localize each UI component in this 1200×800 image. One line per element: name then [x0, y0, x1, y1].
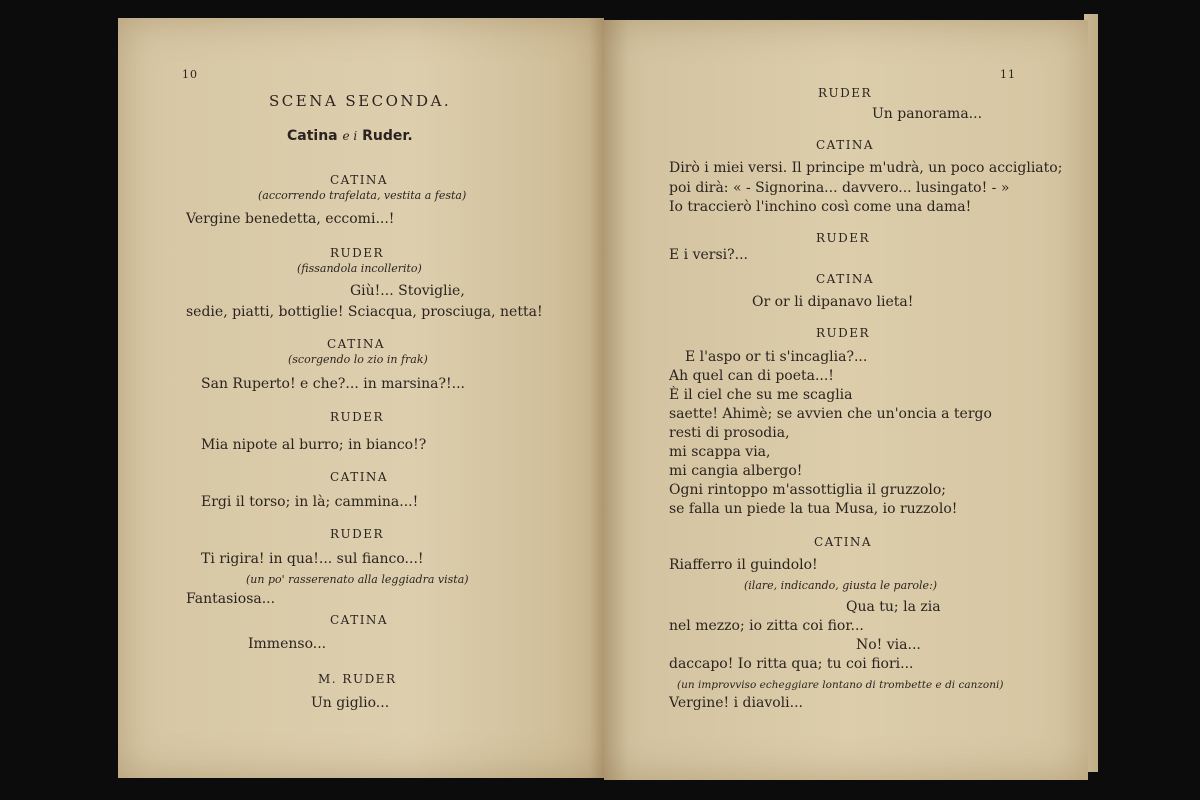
speaker-label: CATINA: [330, 173, 389, 187]
verse-line: Dirò i miei versi. Il principe m'udrà, un poco accigliato;: [669, 160, 1063, 176]
stage-direction: (fissandola incollerito): [297, 262, 422, 275]
verse-line: Riafferro il guindolo!: [669, 557, 818, 573]
verse-line: resti di prosodia,: [669, 425, 790, 441]
verse-line: Ah quel can di poeta...!: [669, 368, 834, 384]
speaker-label: RUDER: [330, 246, 385, 260]
page-number: 11: [1000, 68, 1016, 81]
verse-line: Mia nipote al burro; in bianco!?: [201, 437, 427, 453]
scene-subtitle: [287, 128, 413, 144]
stage-direction: (ilare, indicando, giusta le parole:): [744, 579, 938, 592]
verse-line: poi dirà: « - Signorina... davvero... lusingato! - »: [669, 180, 1010, 196]
stage-direction: (un po' rasserenato alla leggiadra vista): [246, 573, 469, 586]
verse-line: Vergine! i diavoli...: [669, 695, 803, 711]
verse-line: daccapo! Io ritta qua; tu coi fiori...: [669, 656, 914, 672]
verse-line: Un giglio...: [311, 695, 390, 711]
stage-direction: (accorrendo trafelata, vestita a festa): [258, 189, 467, 202]
speaker-label: M. RUDER: [318, 672, 397, 686]
verse-line: E l'aspo or ti s'incaglia?...: [685, 349, 868, 365]
verse-line: San Ruperto! e che?... in marsina?!...: [201, 376, 465, 392]
verse-line: Fantasiosa...: [186, 591, 276, 607]
subtitle-name-b: Ruder.: [362, 128, 413, 144]
subtitle-name-a: Catina: [287, 128, 338, 144]
verse-line: Ergi il torso; in là; cammina...!: [201, 494, 419, 510]
verse-line: Ogni rintoppo m'assottiglia il gruzzolo;: [669, 482, 947, 498]
verse-line: Immenso...: [248, 636, 327, 652]
verse-line: Giù!... Stoviglie,: [350, 283, 465, 299]
verse-line: nel mezzo; io zitta coi fior...: [669, 618, 864, 634]
stage-direction: (scorgendo lo zio in frak): [288, 353, 428, 366]
verse-line: Io traccierò l'inchino così come una dama!: [669, 199, 972, 215]
verse-line: sedie, piatti, bottiglie! Sciacqua, prosciuga, netta!: [186, 304, 543, 320]
subtitle-conjunction: e i: [342, 129, 358, 143]
verse-line: se falla un piede la tua Musa, io ruzzolo!: [669, 501, 958, 517]
verse-line: E i versi?...: [669, 247, 749, 263]
verse-line: mi cangia albergo!: [669, 463, 803, 479]
verse-line: Un panorama...: [872, 106, 983, 122]
verse-line: È il ciel che su me scaglia: [669, 387, 853, 403]
verse-line: mi scappa via,: [669, 444, 771, 460]
verse-line: saette! Ahimè; se avvien che un'oncia a tergo: [669, 406, 992, 422]
scene-title: SCENA SECONDA.: [269, 92, 452, 110]
speaker-label: RUDER: [330, 527, 385, 541]
speaker-label: RUDER: [330, 410, 385, 424]
verse-line: Vergine benedetta, eccomi...!: [186, 211, 395, 227]
verse-line: Qua tu; la zia: [846, 599, 941, 615]
speaker-label: RUDER: [818, 86, 873, 100]
speaker-label: CATINA: [814, 535, 873, 549]
stage-direction: (un improvviso echeggiare lontano di trombette e di canzoni): [677, 679, 1004, 691]
verse-line: No! via...: [856, 637, 921, 653]
speaker-label: CATINA: [330, 613, 389, 627]
page-number: 10: [182, 68, 198, 81]
verse-line: Or or li dipanavo lieta!: [752, 294, 914, 310]
speaker-label: RUDER: [816, 326, 871, 340]
speaker-label: RUDER: [816, 231, 871, 245]
speaker-label: CATINA: [330, 470, 389, 484]
speaker-label: CATINA: [816, 272, 875, 286]
speaker-label: CATINA: [327, 337, 386, 351]
verse-line: Ti rigira! in qua!... sul fianco...!: [201, 551, 424, 567]
speaker-label: CATINA: [816, 138, 875, 152]
